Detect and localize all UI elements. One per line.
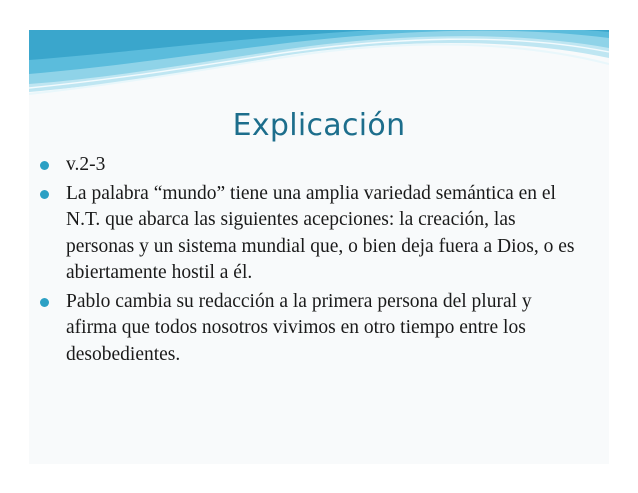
bullet-dot-icon: [40, 298, 49, 307]
bullet-dot-icon: [40, 190, 49, 199]
wave-header-decoration: [29, 30, 609, 100]
bullet-item: [40, 152, 585, 179]
bullet-item: [40, 289, 585, 369]
bullet-list: [40, 152, 585, 370]
bullet-text: Pablo cambia su redacción a la primera persona del plural y afirma que todos nosotros vivimos en otro tiempo entre los desobedientes.: [66, 290, 532, 365]
slide: [29, 30, 609, 464]
bullet-text: La palabra “mundo” tiene una amplia variedad semántica en el N.T. que abarca las siguientes acepciones: la creación, las personas y un sistema mundial que, o bien deja fuera a Dios, o es abiertamente hostil a él.: [66, 182, 575, 283]
bullet-item: [40, 181, 585, 287]
slide-title: Explicación: [232, 108, 406, 143]
bullet-dot-icon: [40, 161, 49, 170]
bullet-text: v.2-3: [66, 154, 106, 175]
